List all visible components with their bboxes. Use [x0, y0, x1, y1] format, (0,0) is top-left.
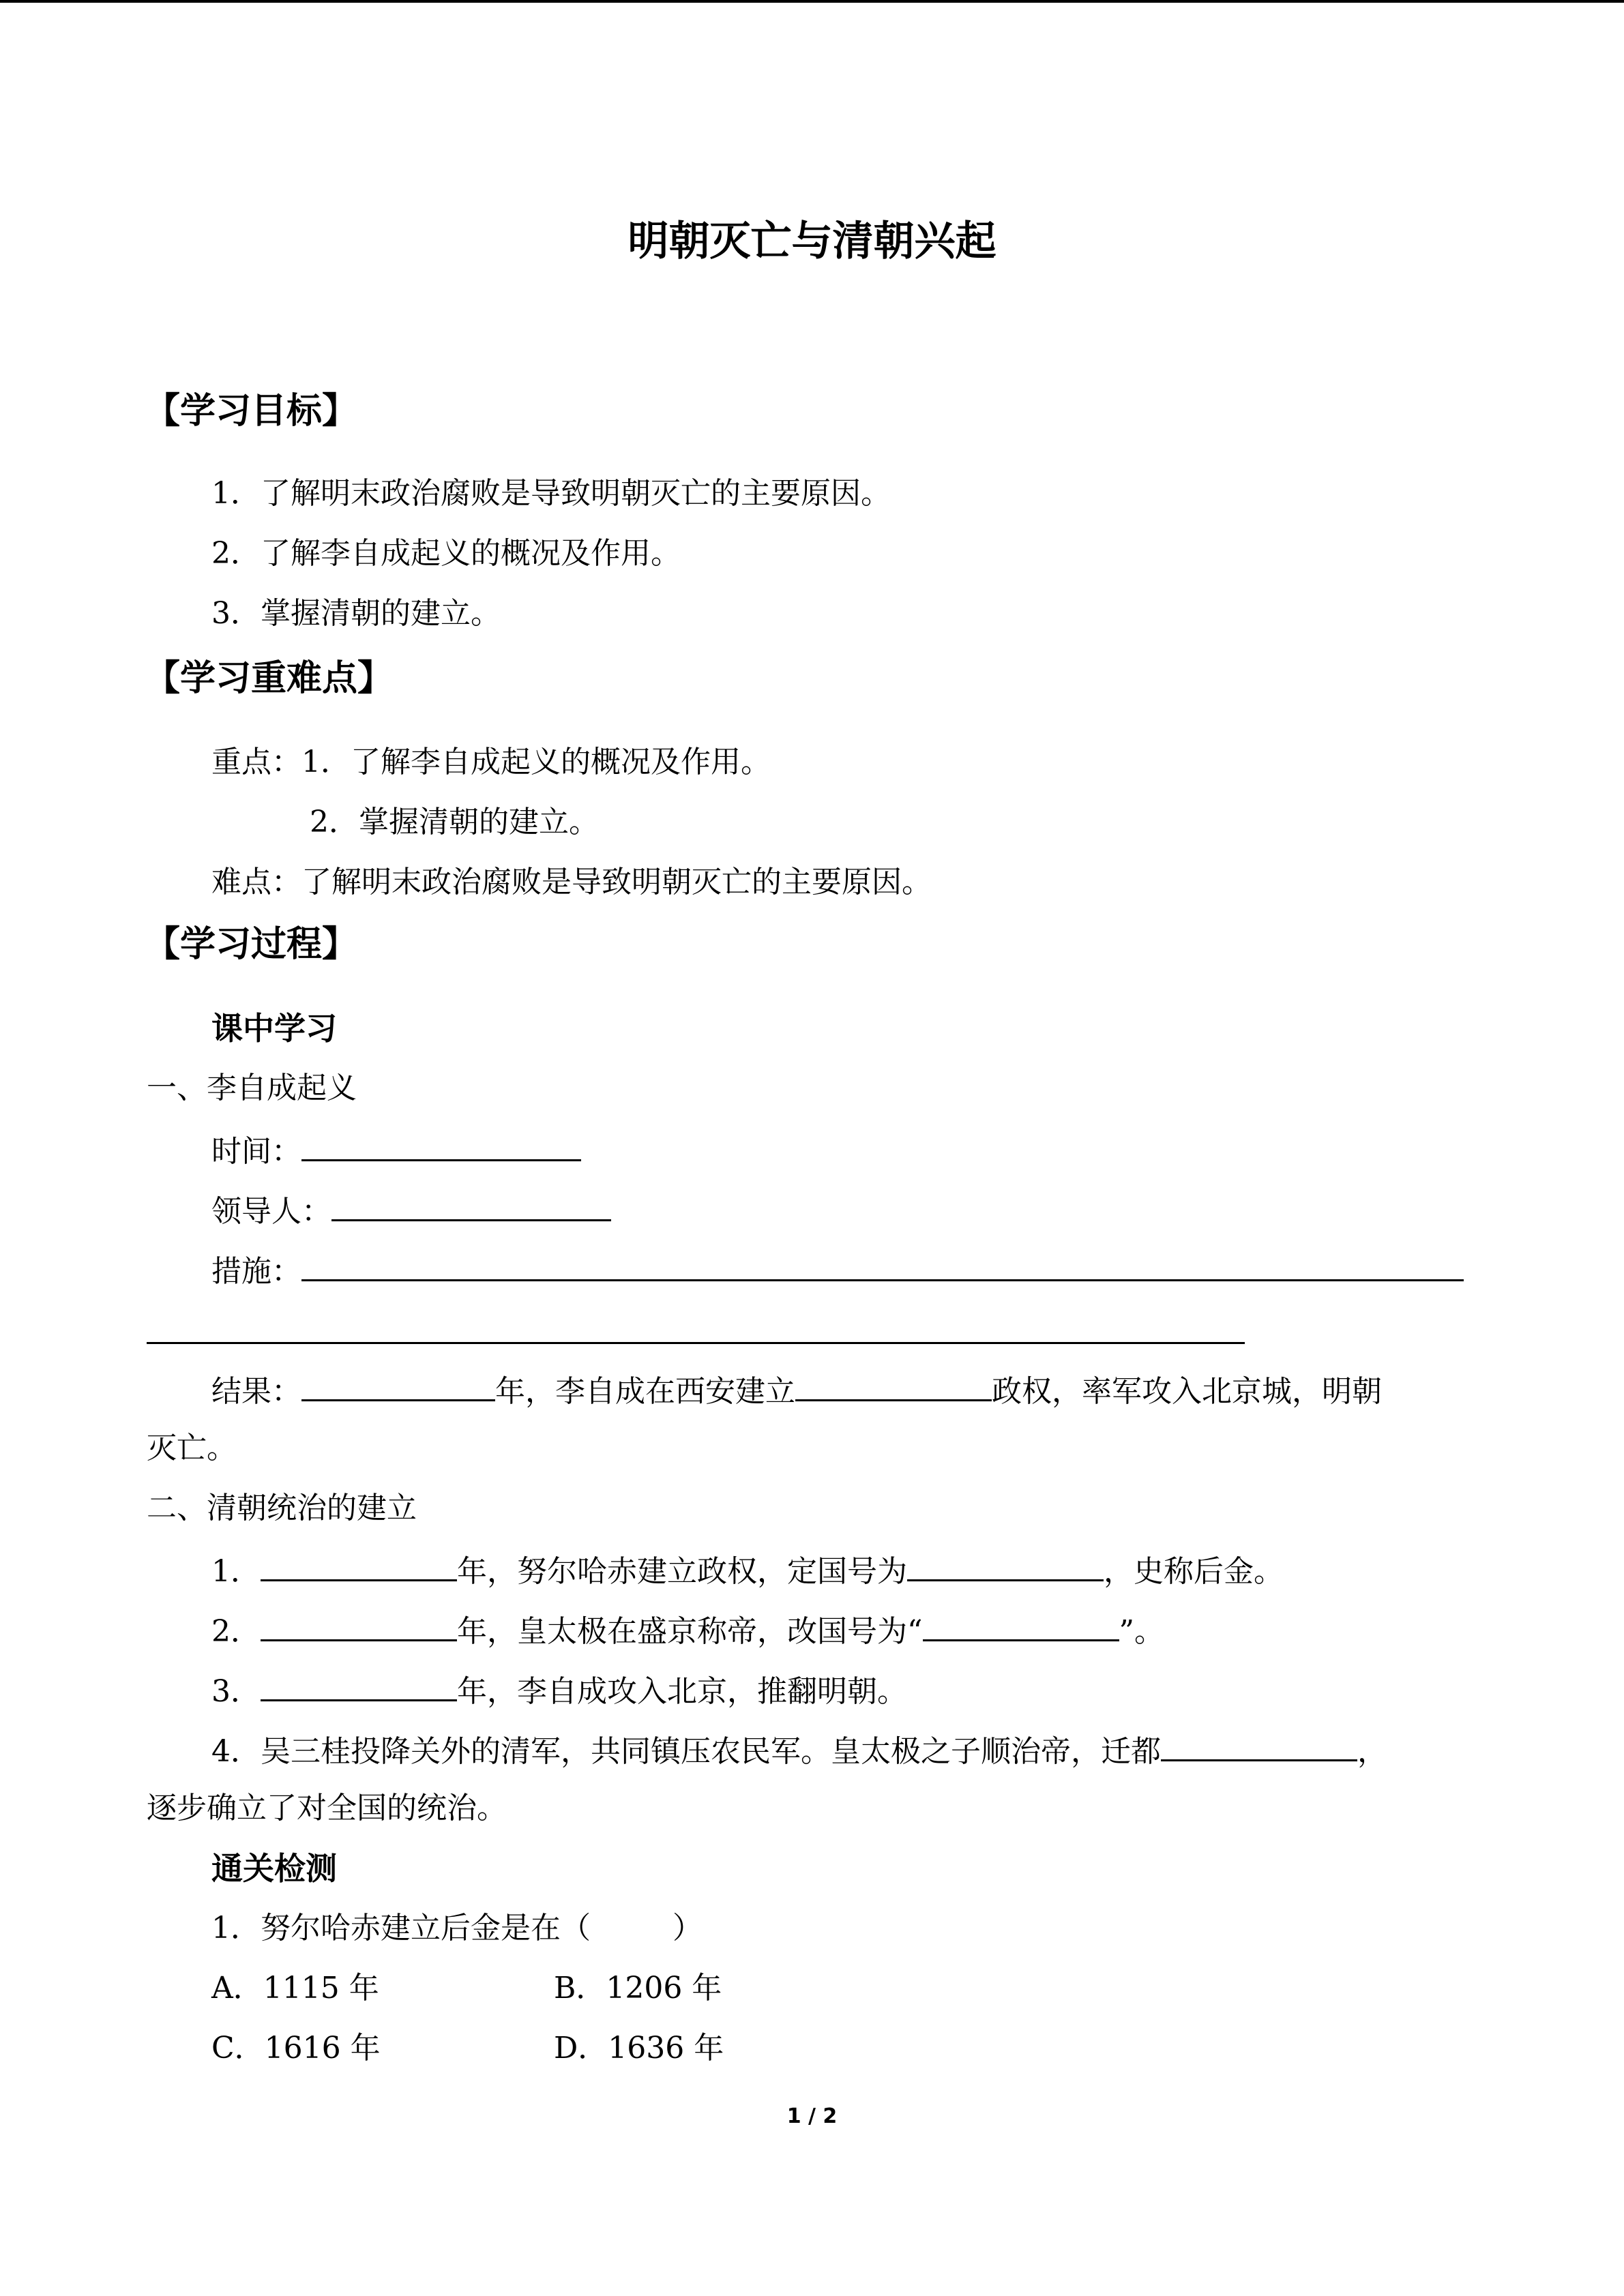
- section2-title: 二、清朝统治的建立: [147, 1491, 417, 1525]
- item-number: 3．: [211, 1674, 261, 1709]
- in-class-heading: 课中学习: [211, 1010, 337, 1047]
- item1-text-b: ，史称后金。: [1104, 1554, 1284, 1589]
- difficulty-text: 了解明末政治腐败是导致明朝灭亡的主要原因。: [301, 865, 932, 899]
- section2-item-4: [211, 1729, 1387, 1771]
- goal-item-1: 1．了解明末政治腐败是导致明朝灭亡的主要原因。: [211, 476, 891, 511]
- measures-blank[interactable]: [301, 1249, 1464, 1281]
- option-b[interactable]: B．1206 年: [554, 1971, 722, 2006]
- time-blank[interactable]: [301, 1129, 581, 1161]
- time-line: [211, 1129, 581, 1171]
- key-item-1: 1．了解李自成起义的概况及作用。: [301, 745, 771, 779]
- result-line: [211, 1369, 1382, 1411]
- option-c[interactable]: C．1616 年: [211, 2031, 381, 2066]
- process-heading: 【学习过程】: [145, 924, 358, 965]
- top-border: [0, 0, 1624, 3]
- leader-label: 领导人：: [211, 1194, 331, 1229]
- item4-capital-blank[interactable]: [1161, 1729, 1357, 1761]
- question-1-text: 1．努尔哈赤建立后金是在（: [211, 1911, 591, 1945]
- measures-blank-continuation[interactable]: [147, 1342, 1245, 1344]
- leader-blank[interactable]: [331, 1189, 611, 1221]
- question-1-close: ）: [673, 1911, 703, 1945]
- key-item-2: 2．掌握清朝的建立。: [310, 805, 599, 839]
- goal-item-3: 3．掌握清朝的建立。: [211, 596, 501, 631]
- item4-text-a: 4．吴三桂投降关外的清军，共同镇压农民军。皇太极之子顺治帝，迁都: [211, 1734, 1161, 1769]
- item-number: 1．: [211, 1554, 261, 1589]
- item2-text-b: ”。: [1119, 1614, 1164, 1649]
- item3-year-blank[interactable]: [261, 1669, 457, 1701]
- section2-item-2: [211, 1609, 1164, 1651]
- item1-text-a: 年，努尔哈赤建立政权，定国号为: [457, 1554, 907, 1589]
- item1-year-blank[interactable]: [261, 1549, 457, 1581]
- result-year-blank[interactable]: [301, 1369, 495, 1401]
- item1-name-blank[interactable]: [907, 1549, 1104, 1581]
- result-label: 结果：: [211, 1374, 301, 1409]
- item3-text: 年，李自成攻入北京，推翻明朝。: [457, 1674, 907, 1709]
- page-number: 1 / 2: [786, 2104, 838, 2128]
- result-text-2: 政权，率军攻入北京城，明朝: [992, 1374, 1382, 1409]
- item-number: 2．: [211, 1614, 261, 1649]
- key-points-heading: 【学习重难点】: [145, 658, 394, 699]
- result-text-3: 灭亡。: [147, 1431, 237, 1465]
- leader-line: [211, 1189, 611, 1231]
- key-point-line-1: [211, 743, 771, 781]
- goals-heading: 【学习目标】: [145, 391, 358, 432]
- check-heading: 通关检测: [211, 1850, 337, 1887]
- item4-text-c: 逐步确立了对全国的统治。: [147, 1791, 507, 1825]
- difficulty-label: 难点：: [211, 865, 301, 899]
- time-label: 时间：: [211, 1134, 301, 1169]
- item2-name-blank[interactable]: [923, 1609, 1119, 1641]
- result-regime-blank[interactable]: [795, 1369, 992, 1401]
- difficulty-line: [211, 863, 932, 901]
- key-label: 重点：: [211, 745, 301, 779]
- page-title: 明朝灭亡与清朝兴起: [628, 218, 996, 265]
- option-a[interactable]: A．1115 年: [211, 1971, 379, 2006]
- section2-item-3: [211, 1669, 907, 1711]
- item2-text-a: 年，皇太极在盛京称帝，改国号为“: [457, 1614, 923, 1649]
- question-1: [211, 1909, 703, 1948]
- result-text-1: 年，李自成在西安建立: [495, 1374, 795, 1409]
- measures-label: 措施：: [211, 1254, 301, 1289]
- section1-title: 一、李自成起义: [147, 1071, 357, 1105]
- item2-year-blank[interactable]: [261, 1609, 457, 1641]
- goal-item-2: 2．了解李自成起义的概况及作用。: [211, 536, 681, 571]
- option-d[interactable]: D．1636 年: [554, 2031, 724, 2066]
- item4-text-b: ，: [1357, 1734, 1387, 1769]
- measures-line: [211, 1249, 1464, 1291]
- section2-item-1: [211, 1549, 1284, 1591]
